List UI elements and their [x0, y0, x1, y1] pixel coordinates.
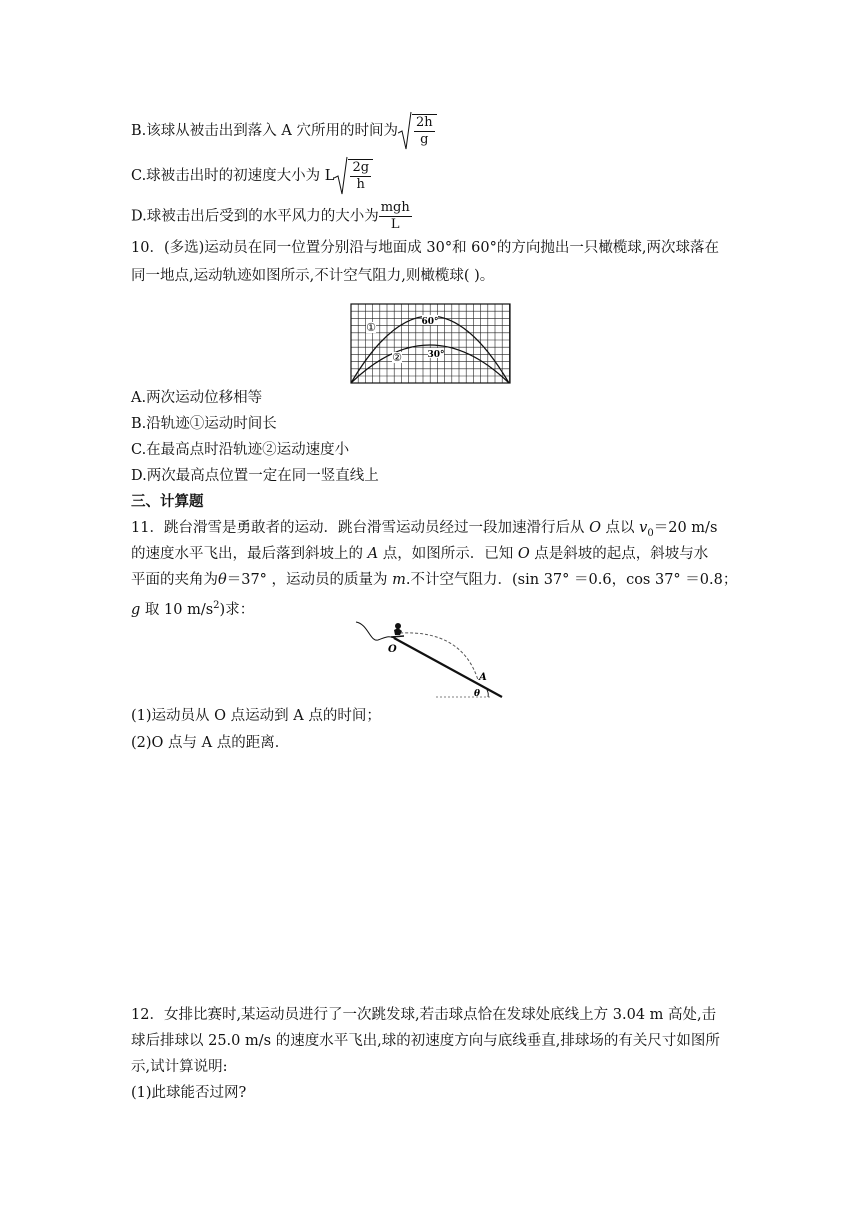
q11-line3-b: ＝37° ，运动员的质量为	[226, 572, 393, 588]
q9-option-c-num: 2g	[352, 160, 370, 175]
q11-stem-line1	[131, 518, 717, 544]
q9-option-b-den: g	[420, 132, 429, 147]
q11-part1: (1)运动员从 O 点运动到 A 点的时间；	[131, 708, 381, 724]
q10-option-c: C.在最高点时沿轨迹②运动速度小	[131, 442, 350, 458]
q9-option-d-num: mgh	[380, 200, 410, 215]
q11-line2-b: 点，如图所示．已知	[378, 546, 518, 562]
q11-line4-b: )求：	[219, 601, 255, 618]
q10-trajectory-figure	[350, 303, 512, 385]
q10-stem-line2: 同一地点,运动轨迹如图所示,不计空气阻力,则橄榄球( )。	[131, 268, 495, 284]
q10-stem-line1: 10．(多选)运动员在同一位置分别沿与地面成 30°和 60°的方向抛出一只橄榄球,两次球落在	[131, 240, 719, 256]
q9-option-c-fraction	[348, 159, 373, 193]
q11-label-a: A	[479, 672, 487, 683]
q11-jump-ramp	[356, 622, 394, 640]
q12-stem-line2: 球后排球以 25.0 m/s 的速度水平飞出,球的初速度方向与底线垂直,排球场的有关尺寸如图所	[131, 1033, 720, 1049]
q10-label-traj1: ①	[366, 321, 376, 334]
q11-stem-line4	[131, 596, 254, 620]
q11-line1-b: 点以	[600, 520, 640, 536]
q12-stem-line1: 12．女排比赛时,某运动员进行了一次跳发球,若击球点恰在发球处底线上方 3.04 m 高处,击	[131, 1007, 717, 1023]
q9-option-c-den: h	[356, 177, 365, 192]
q11-line1-sub: 0	[647, 527, 654, 539]
q9-option-d	[131, 200, 412, 233]
q11-label-o: O	[388, 644, 397, 655]
q11-ski-jump-figure	[354, 616, 506, 702]
q11-line3-c: .不计空气阻力．(sin 37° ＝0.6，cos 37° ＝0.8；	[405, 572, 738, 588]
q9-option-d-fraction	[379, 200, 412, 233]
q11-line1-v: v	[639, 520, 648, 536]
q10-label-30: 30°	[427, 350, 445, 360]
q11-line2-a-point: A	[367, 546, 379, 562]
q11-stem-line3	[131, 570, 737, 590]
q11-line2-a: 的速度水平飞出，最后落到斜坡上的	[131, 546, 368, 562]
q12-part1: (1)此球能否过网?	[131, 1085, 247, 1101]
q11-line4-sup: 2	[213, 600, 220, 611]
q11-line1-o: O	[589, 520, 601, 536]
q9-option-c-text: C.球被击出时的初速度大小为 L	[131, 168, 335, 184]
q9-option-b-num: 2h	[415, 115, 433, 130]
q11-line2-c: 点是斜坡的起点，斜坡与水	[529, 546, 709, 562]
q11-line3-a: 平面的夹角为	[131, 572, 218, 588]
q9-option-b-sqrt	[398, 111, 437, 151]
q11-line3-m: m	[392, 572, 406, 588]
q9-option-b	[131, 111, 437, 151]
q9-option-d-den: L	[390, 217, 400, 232]
q11-label-theta: θ	[474, 689, 481, 699]
q10-label-traj2: ②	[392, 351, 402, 364]
q12-stem-line3: 示,试计算说明:	[131, 1059, 228, 1075]
skier-icon	[391, 623, 404, 637]
q11-flight-path	[400, 633, 478, 680]
q9-option-c	[131, 156, 373, 196]
q9-option-b-text: B.该球从被击出到落入 A 穴所用的时间为	[131, 123, 398, 139]
q11-line4-g: g	[131, 601, 141, 618]
q10-option-b: B.沿轨迹①运动时间长	[131, 416, 277, 432]
q11-line1-a: 11．跳台滑雪是勇敢者的运动．跳台滑雪运动员经过一段加速滑行后从	[131, 520, 590, 536]
q10-option-a: A.两次运动位移相等	[131, 390, 263, 406]
q10-label-60: 60°	[421, 317, 439, 327]
q10-option-d: D.两次最高点位置一定在同一竖直线上	[131, 468, 379, 484]
q11-part2: (2)O 点与 A 点的距离．	[131, 735, 290, 751]
q11-line1-c: ＝20 m/s	[653, 520, 718, 536]
section-heading: 三、计算题	[131, 494, 204, 510]
q11-line3-theta: θ	[218, 572, 227, 588]
q11-line4-a: 取 10 m/s	[140, 601, 214, 618]
q9-option-d-text: D.球被击出后受到的水平风力的大小为	[131, 208, 379, 225]
q11-angle-arc	[487, 690, 488, 697]
q9-option-b-fraction	[412, 114, 437, 148]
q11-slope	[394, 638, 502, 697]
q11-stem-line2	[131, 544, 708, 564]
q11-line2-o: O	[517, 546, 530, 562]
q9-option-c-sqrt	[334, 156, 373, 196]
